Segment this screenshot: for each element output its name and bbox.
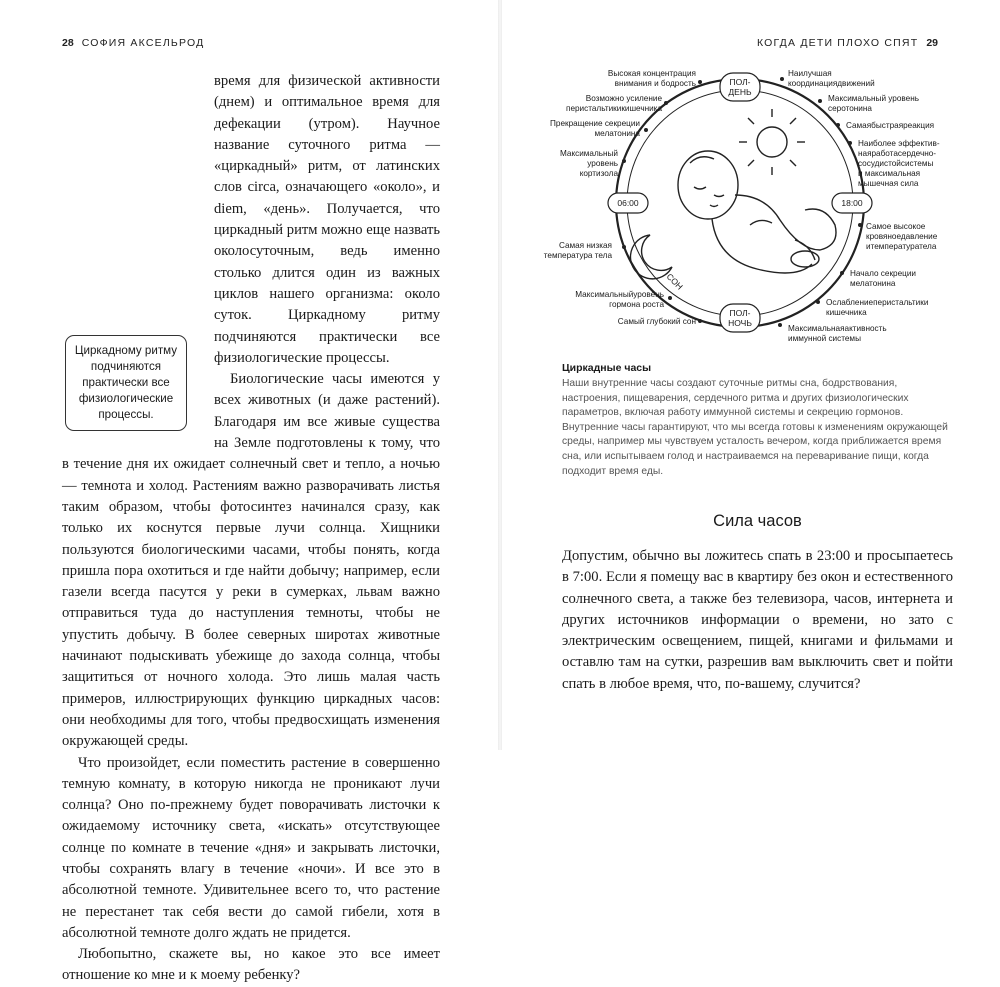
- figure-caption-title: Циркадные часы: [562, 362, 652, 374]
- label-coordination: Наилучшая координациядвижений: [788, 69, 875, 88]
- svg-text:ПОЛ-: ПОЛ-: [729, 77, 751, 87]
- paragraph: Допустим, обычно вы ложитесь спать в 23:00 и просыпаетесь в 7:00. Если я помещу вас в квартиру без окон и естественного солнечного света, а также без телевизора, часов, интернета и других источников информации о времени, но зато с электрическим освещением, пищей, книгами и фильмами и оставлю там на сутки, разрешив вам выключить свет и пойти спать в любое время, что, по-вашему, случится?: [562, 548, 953, 692]
- svg-text:ДЕНЬ: ДЕНЬ: [728, 87, 752, 97]
- label-serotonin: Максимальный уровень серотонина: [828, 94, 919, 113]
- label-cortisol-max: Максимальный уровень кортизола: [559, 149, 618, 178]
- svg-text:НОЧЬ: НОЧЬ: [728, 318, 752, 328]
- label-melatonin-start: Начало секреции мелатонина: [850, 269, 916, 288]
- left-running-header: [62, 37, 204, 49]
- sleep-word: СОН: [664, 271, 685, 292]
- label-growth-hormone: Максимальныйуровень гормона роста: [575, 290, 664, 309]
- left-page: [0, 0, 500, 984]
- noon-badge: [720, 73, 760, 101]
- label-peristalsis-up: Возможно усиление перистальтикикишечника: [566, 94, 662, 113]
- paragraph: Что произойдет, если поместить растение в совершенно темную комнату, в которую никогда не проникают лучи солнца? Оно по-прежнему будет поворачивать листочки к ожидаемому источнику света, «искать» отсутствующее солнце по комнате в течение «дня» и закрывать листочки, чтобы сохранять влагу в течение «ночи». И все это в абсолютной темноте. Удивительнее всего то, что растение не перестанет так себя вести до самой гибели, хотя в абсолютной темноте долго ждать не придется.: [62, 754, 440, 941]
- six-pm-badge: [832, 193, 872, 213]
- label-peristalsis-down: Ослаблениеперистальтики кишечника: [826, 298, 929, 317]
- svg-text:06:00: 06:00: [617, 198, 639, 208]
- paragraph: Любопытно, скажете вы, но какое это все имеет отношение ко мне и к моему ребенку?: [62, 946, 440, 984]
- right-header-title: КОГДА ДЕТИ ПЛОХО СПЯТ: [756, 37, 919, 49]
- label-cardio: Наиболее эффектив-наяработасердечно-сосудистойсистемы и максимальная мышечная сила: [858, 139, 940, 188]
- callout-text: Циркадному ритму подчиняются практически все физиологические процессы.: [74, 344, 178, 421]
- midnight-badge: [720, 304, 760, 332]
- right-body-text: [562, 546, 953, 695]
- paragraph: время для физической активности (днем) и оптимальное время для дефекации (утром). Научное название суточного ритма — «циркадный» ритм, от латинских слов circa, означающего «около», и diem, «день». Получается, что циркадный ритм можно еще назвать околосуточным, ведь именно столько длится один из важных циклов нашего организма: около суток. Циркадному ритму подчиняются практически все физиологические процессы.: [214, 73, 440, 366]
- paragraph: Биологические часы имеются у всех животных (и даже растений). Благодаря им все живые существа на Земле подготовлены к тому, что в течение дня их ожидает солнечный свет и тепло, а ночью — темнота и холод. Растениям важно разворачивать листья таким образом, чтобы фотосинтез начинался сразу, как только их коснутся первые лучи солнца. Хищники пользуются биологическими часами, чтобы понять, когда пришла пора охотиться и где найти добычу; например, если газели всегда пасутся у реки в сумерках, львам важно отправиться туда до наступления темноты, чтобы не упустить добычу. В более северных широтах животные начинают подыскивать убежище до захода солнца, чтобы защититься от ночного холода. Это лишь малая часть примеров, иллюстрирующих функцию циркадных часов: они необходимы для того, чтобы предвосхищать изменения окружающей среды.: [62, 371, 440, 750]
- sun-icon: [739, 109, 805, 175]
- section-heading: Сила часов: [713, 512, 802, 530]
- left-page-number: 28: [62, 37, 74, 49]
- right-page-number: 29: [926, 37, 938, 49]
- sleeping-baby-illustration: [678, 151, 836, 273]
- figure-caption: Наши внутренние часы создают суточные ритмы сна, бодрствования, настроения, пищеварения, сердечного ритма и других физиологических параметров, включая работу иммунной системы и секрецию гормонов. Внутренние часы гарантируют, что мы всегда готовы к изменениям окружающей среды, например мы чувствуем усталость вечером, когда приближается время сна, или испытываем голод и настраиваемся на переваривание пищи, когда подходит время еды.: [562, 378, 948, 477]
- left-body-text: [62, 71, 440, 987]
- clock-inner-ring: [627, 90, 853, 316]
- pull-quote-callout: [65, 335, 187, 431]
- label-high-attention: Высокая концентрация внимания и бодрость: [607, 69, 696, 88]
- left-header-title: СОФИЯ АКСЕЛЬРОД: [81, 37, 205, 49]
- right-page: [500, 0, 1000, 750]
- circadian-clock-diagram: [500, 55, 1000, 355]
- label-fast-reaction: Самаябыстраяреакция: [846, 121, 935, 130]
- svg-text:ПОЛ-: ПОЛ-: [729, 308, 751, 318]
- label-immune: Максимальнаяактивность иммунной системы: [788, 324, 887, 343]
- label-melatonin-stop: Прекращение секреции мелатонина: [550, 119, 640, 138]
- svg-text:18:00: 18:00: [841, 198, 863, 208]
- right-running-header: [757, 37, 938, 49]
- label-lowest-temp: Самая низкая температура тела: [543, 241, 612, 260]
- six-am-badge: [608, 193, 648, 213]
- label-deepest-sleep: Самый глубокий сон: [617, 317, 696, 326]
- label-blood-pressure: Самое высокое кровяноедавление итемпературатела: [866, 222, 938, 251]
